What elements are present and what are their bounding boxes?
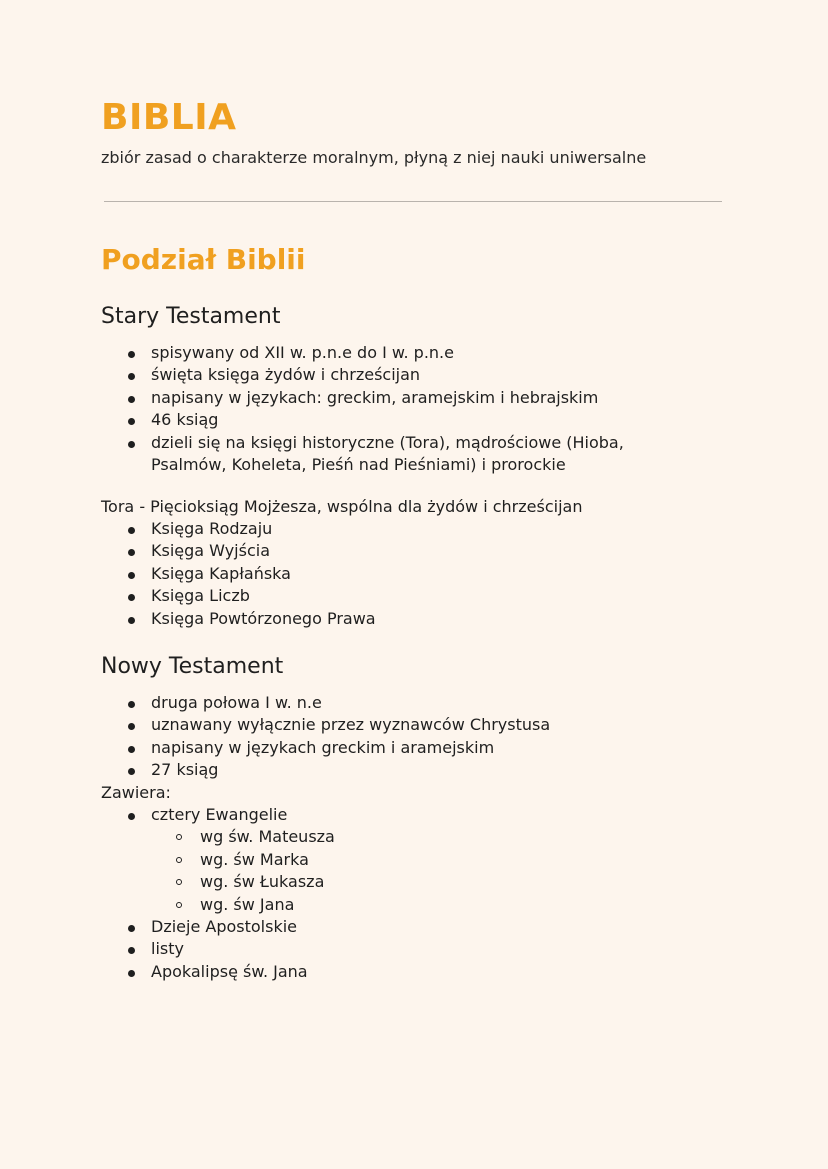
old-testament-list <box>101 342 721 476</box>
bullet-icon <box>128 746 135 753</box>
list-item: listy <box>101 938 721 960</box>
bullet-icon <box>128 925 135 932</box>
bullet-icon <box>128 396 135 403</box>
bullet-icon <box>128 970 135 977</box>
gospels-list <box>151 826 721 916</box>
torah-books-list <box>101 518 721 630</box>
bullet-icon <box>128 723 135 730</box>
sub-list-item: wg św. Mateusza <box>151 826 721 848</box>
bullet-icon <box>128 572 135 579</box>
list-item: 27 ksiąg <box>101 759 721 781</box>
list-item: Dzieje Apostolskie <box>101 916 721 938</box>
sub-list-item: wg. św Łukasza <box>151 871 721 893</box>
list-item: napisany w językach: greckim, aramejskim i hebrajskim <box>101 387 721 409</box>
bullet-icon <box>128 813 135 820</box>
list-item: druga połowa I w. n.e <box>101 692 721 714</box>
page-title: BIBLIA <box>101 97 237 138</box>
bullet-icon <box>128 527 135 534</box>
bullet-icon <box>128 947 135 954</box>
list-item: Apokalipsę św. Jana <box>101 961 721 983</box>
list-item: Księga Wyjścia <box>101 540 721 562</box>
circle-bullet-icon <box>176 902 182 908</box>
bullet-icon <box>128 768 135 775</box>
bullet-icon <box>128 418 135 425</box>
bullet-icon <box>128 373 135 380</box>
new-testament-list <box>101 692 721 782</box>
divider <box>104 201 722 202</box>
list-item: święta księga żydów i chrześcijan <box>101 364 721 386</box>
list-item: napisany w językach greckim i aramejskim <box>101 737 721 759</box>
circle-bullet-icon <box>176 834 182 840</box>
list-item: Księga Rodzaju <box>101 518 721 540</box>
list-item: Księga Powtórzonego Prawa <box>101 608 721 630</box>
list-item: dzieli się na księgi historyczne (Tora), mądrościowe (Hioba, Psalmów, Koheleta, Pieśń nad Pieśniami) i prorockie <box>101 432 671 477</box>
sub-list-item: wg. św Jana <box>151 894 721 916</box>
bullet-icon <box>128 594 135 601</box>
list-item: uznawany wyłącznie przez wyznawców Chrystusa <box>101 714 721 736</box>
new-testament-heading: Nowy Testament <box>101 654 284 679</box>
list-item: Księga Kapłańska <box>101 563 721 585</box>
contains-label: Zawiera: <box>101 783 171 802</box>
list-item: 46 ksiąg <box>101 409 721 431</box>
torah-intro: Tora - Pięcioksiąg Mojżesza, wspólna dla żydów i chrześcijan <box>101 497 583 516</box>
sub-list-item: wg. św Marka <box>151 849 721 871</box>
circle-bullet-icon <box>176 879 182 885</box>
contents-list <box>101 804 721 983</box>
old-testament-heading: Stary Testament <box>101 304 281 329</box>
list-item: cztery Ewangelie wg św. Mateusza wg. św Marka wg. św Łukasza wg. św Jana <box>101 804 721 916</box>
section-heading: Podział Biblii <box>101 243 306 276</box>
page-subtitle: zbiór zasad o charakterze moralnym, płyną z niej nauki uniwersalne <box>101 148 647 167</box>
bullet-icon <box>128 701 135 708</box>
circle-bullet-icon <box>176 857 182 863</box>
bullet-icon <box>128 351 135 358</box>
bullet-icon <box>128 617 135 624</box>
list-item: Księga Liczb <box>101 585 721 607</box>
list-item: spisywany od XII w. p.n.e do I w. p.n.e <box>101 342 721 364</box>
bullet-icon <box>128 549 135 556</box>
bullet-icon <box>128 441 135 448</box>
